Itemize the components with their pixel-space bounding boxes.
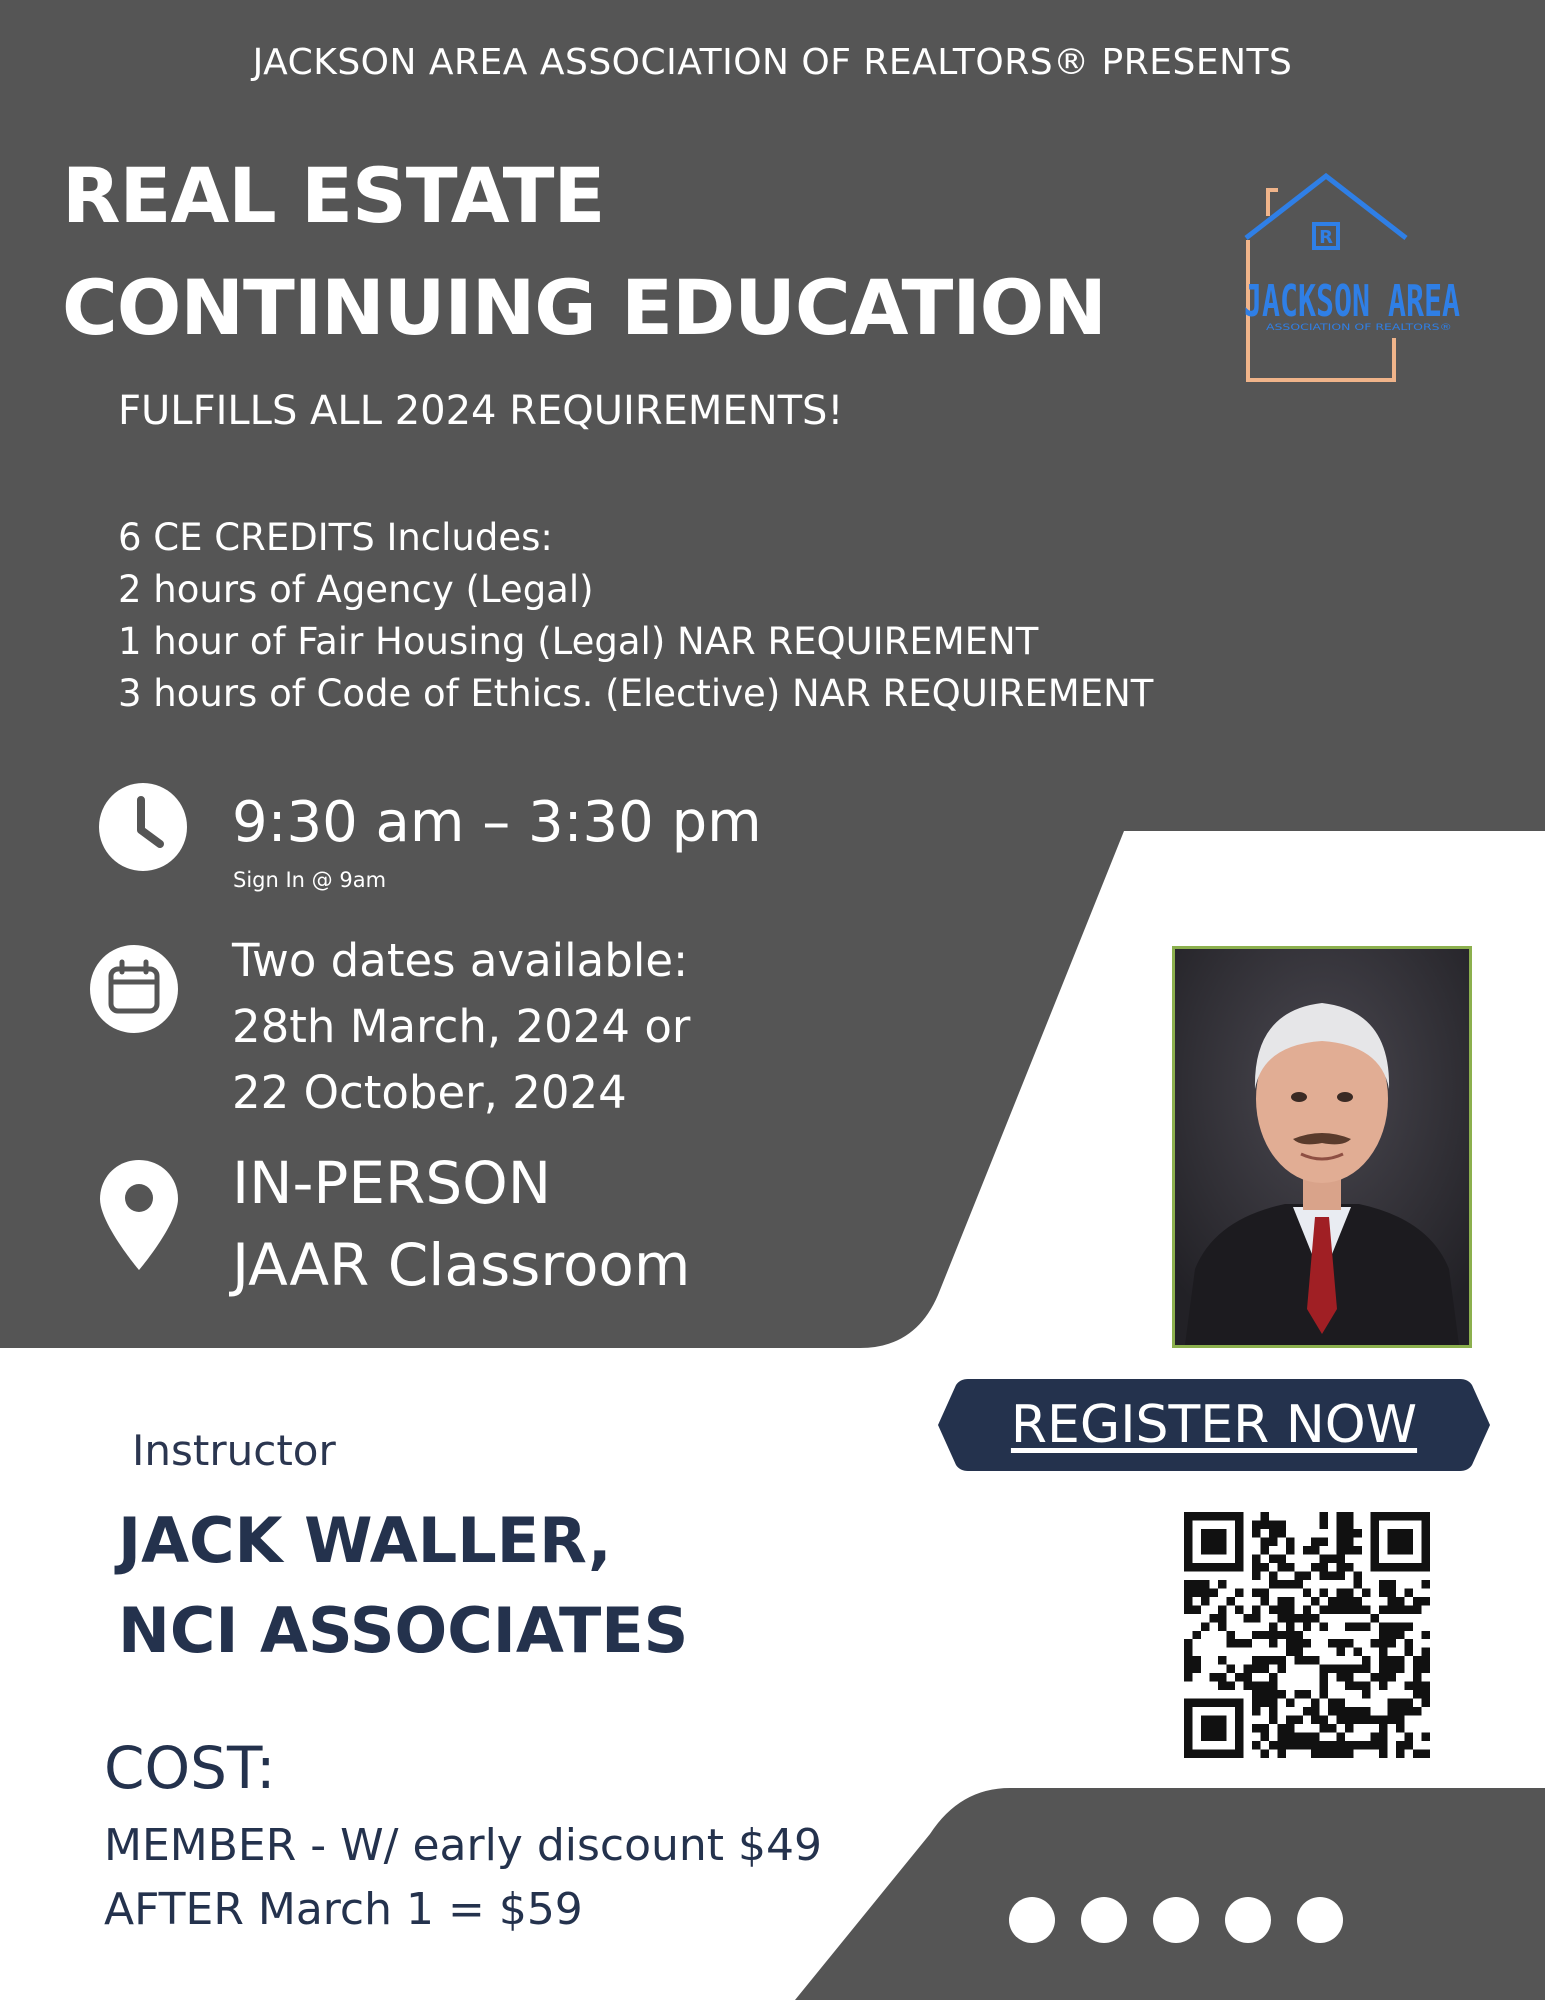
- instructor-name-line: NCI ASSOCIATES: [118, 1594, 689, 1667]
- presents-line: JACKSON AREA ASSOCIATION OF REALTORS® PRESENTS: [252, 42, 1293, 83]
- dates-line: 22 October, 2024: [232, 1066, 627, 1119]
- session-time: 9:30 am – 3:30 pm: [232, 790, 762, 855]
- instructor-photo: [1172, 946, 1472, 1348]
- credits-list: [118, 512, 1153, 720]
- dates-line: Two dates available:: [232, 934, 689, 987]
- credit-item: 1 hour of Fair Housing (Legal) NAR REQUIREMENT: [118, 620, 1039, 663]
- jaar-logo: [1238, 168, 1468, 386]
- instructor-label: Instructor: [132, 1426, 336, 1475]
- credit-item: 2 hours of Agency (Legal): [118, 568, 594, 611]
- location-info: [232, 1142, 690, 1306]
- title-line-2: CONTINUING EDUCATION: [62, 263, 1106, 352]
- instructor-name: [118, 1496, 688, 1676]
- location-line: IN-PERSON: [232, 1149, 552, 1217]
- cost-title: COST:: [104, 1734, 276, 1802]
- dates-info: [232, 928, 690, 1126]
- register-now-label[interactable]: REGISTER NOW: [1010, 1395, 1418, 1455]
- title-line-1: REAL ESTATE: [62, 151, 605, 240]
- instructor-name-line: JACK WALLER,: [118, 1504, 612, 1577]
- dates-line: 28th March, 2024 or: [232, 1000, 691, 1053]
- credits-heading: 6 CE CREDITS Includes:: [118, 516, 553, 559]
- logo-mark: R: [1319, 227, 1333, 248]
- clock-icon: [98, 782, 188, 872]
- requirements-note: FULFILLS ALL 2024 REQUIREMENTS!: [118, 388, 844, 434]
- decorative-dots: [1008, 1896, 1346, 1944]
- register-now-button[interactable]: [938, 1379, 1490, 1471]
- page-title: [62, 140, 1106, 364]
- cost-details: [104, 1814, 822, 1942]
- location-line: JAAR Classroom: [232, 1231, 691, 1299]
- cost-line: AFTER March 1 = $59: [104, 1884, 583, 1935]
- calendar-icon: [89, 944, 179, 1034]
- logo-name: JACKSON AREA: [1244, 276, 1460, 327]
- logo-subtitle: ASSOCIATION OF REALTORS®: [1266, 323, 1452, 333]
- qr-code[interactable]: [1184, 1512, 1430, 1758]
- cost-line: MEMBER - W/ early discount $49: [104, 1820, 823, 1871]
- sign-in-note: Sign In @ 9am: [233, 868, 387, 892]
- location-pin-icon: [98, 1158, 180, 1272]
- credit-item: 3 hours of Code of Ethics. (Elective) NAR REQUIREMENT: [118, 672, 1154, 715]
